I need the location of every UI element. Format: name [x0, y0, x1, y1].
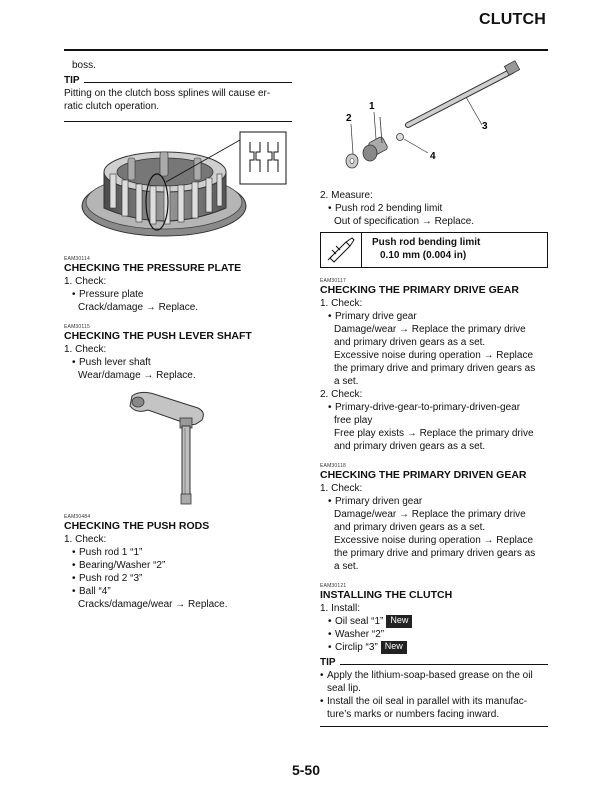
list-item: • Pressure plate: [72, 289, 144, 300]
section-code: EAM30117: [320, 278, 346, 284]
check-detail: and primary driven gears as a set.: [334, 522, 486, 533]
list-item: • Primary drive gear: [328, 311, 417, 322]
clutch-boss-figure: [64, 122, 292, 254]
callout-1: 1: [369, 101, 375, 112]
new-badge: New: [381, 641, 407, 654]
tip-header: [64, 74, 292, 87]
continuation-text: boss.: [72, 60, 96, 71]
list-item-text: Primary driven gear: [335, 496, 423, 507]
list-item: • Primary-drive-gear-to-primary-driven-gear: [328, 402, 521, 413]
check-detail: and primary driven gears as a set.: [334, 441, 486, 452]
heading-pressure-plate: CHECKING THE PRESSURE PLATE: [64, 262, 242, 274]
tip-item: • Install the oil seal in parallel with its manufac-: [320, 696, 528, 707]
spec-value: 0.10 mm (0.004 in): [380, 250, 467, 261]
list-item-text: Push rod 2 “3”: [79, 573, 143, 584]
list-item-text: Primary-drive-gear-to-primary-driven-gear: [335, 402, 521, 413]
list-item: • Circlip “3” New: [320, 641, 548, 654]
spec-title: Push rod bending limit: [372, 237, 481, 248]
tip-text-line: ratic clutch operation.: [64, 101, 160, 112]
tip-label: TIP: [64, 75, 80, 86]
list-item-text: Pressure plate: [79, 289, 144, 300]
section-code: EAM30121: [320, 583, 347, 589]
heading-push-lever: CHECKING THE PUSH LEVER SHAFT: [64, 330, 252, 342]
list-item-text: Ball “4”: [79, 586, 111, 597]
tip-text-line: Pitting on the clutch boss splines will cause er-: [64, 88, 271, 99]
list-item-text: Primary drive gear: [335, 311, 417, 322]
step-label: 1. Check:: [320, 298, 363, 309]
left-column: [64, 59, 292, 611]
measure-detail: Out of specification → Replace.: [334, 216, 475, 227]
check-detail: Damage/wear → Replace the primary drive: [334, 324, 526, 335]
header-rule: [64, 49, 548, 51]
list-item: • Push rod 2 bending limit: [328, 203, 443, 214]
step-label: 1. Check:: [64, 534, 107, 545]
list-item: • Oil seal “1” New: [320, 615, 548, 628]
check-detail: Cracks/damage/wear → Replace.: [78, 599, 228, 610]
section-code: EAM30118: [320, 463, 346, 469]
push-rods-illustration: [320, 57, 548, 189]
list-item-text: Oil seal “1”: [335, 616, 384, 627]
step-label: 1. Check:: [64, 344, 107, 355]
check-detail: and primary driven gears as a set.: [334, 337, 486, 348]
list-item-text: Washer “2”: [335, 629, 385, 640]
tip-rule: [84, 82, 292, 83]
list-item: • Primary driven gear: [328, 496, 423, 507]
tip-label: TIP: [320, 657, 336, 668]
list-item: • Push rod 2 “3”: [72, 573, 143, 584]
step-label: 1. Install:: [320, 603, 361, 614]
list-item-text: Circlip “3”: [335, 642, 378, 653]
list-item: • Push rod 1 “1”: [72, 547, 143, 558]
section-code: EAM30484: [64, 514, 91, 520]
list-item-text: Push rod 2 bending limit: [335, 203, 443, 214]
section-title: CLUTCH: [479, 11, 546, 28]
tip-item-text-cont: ture’s marks or numbers facing inward.: [327, 709, 500, 720]
tip-rule: [340, 664, 548, 665]
heading-installing-clutch: INSTALLING THE CLUTCH: [320, 589, 453, 601]
tip-item-text: Apply the lithium-soap-based grease on the oil: [327, 670, 533, 681]
check-detail: Crack/damage → Replace.: [78, 302, 199, 313]
callout-3: 3: [482, 121, 488, 132]
check-detail: the primary drive and primary driven gears as: [334, 548, 536, 559]
list-item: • Washer “2”: [328, 629, 385, 640]
right-column: [320, 59, 548, 727]
callout-2: 2: [346, 113, 352, 124]
list-item: • Bearing/Washer “2”: [72, 560, 166, 571]
push-lever-shaft-illustration: [64, 382, 292, 510]
check-detail: a set.: [334, 561, 359, 572]
check-detail: the primary drive and primary driven gears as: [334, 363, 536, 374]
check-detail: Excessive noise during operation → Replace: [334, 535, 533, 546]
page-number: 5-50: [291, 762, 321, 778]
callout-4: 4: [430, 151, 436, 162]
spec-box: [320, 232, 548, 268]
new-badge: New: [386, 615, 412, 628]
step-label: 1. Check:: [64, 276, 107, 287]
heading-primary-drive: CHECKING THE PRIMARY DRIVE GEAR: [320, 284, 519, 296]
spec-text: [362, 233, 480, 267]
tip-end-rule: [320, 726, 548, 727]
clutch-boss-illustration: [64, 122, 292, 254]
check-detail: Damage/wear → Replace the primary drive: [334, 509, 526, 520]
heading-primary-driven: CHECKING THE PRIMARY DRIVEN GEAR: [320, 469, 527, 481]
list-item: • Push lever shaft: [72, 357, 151, 368]
tip-item-text: Install the oil seal in parallel with its manufac-: [327, 696, 528, 707]
list-item: • Ball “4”: [72, 586, 111, 597]
check-detail: Free play exists → Replace the primary drive: [334, 428, 534, 439]
caliper-icon: [321, 233, 362, 267]
list-item-text: Bearing/Washer “2”: [79, 560, 166, 571]
step-label: 2. Measure:: [320, 190, 373, 201]
check-detail: Wear/damage → Replace.: [78, 370, 196, 381]
push-rods-figure: [320, 57, 548, 189]
check-detail: Excessive noise during operation → Replace: [334, 350, 533, 361]
list-item-text: Push lever shaft: [79, 357, 151, 368]
tip-header: [320, 656, 548, 669]
check-detail: a set.: [334, 376, 359, 387]
section-code: EAM30115: [64, 324, 90, 330]
list-item-text-cont: free play: [334, 415, 373, 426]
list-item-text: Push rod 1 “1”: [79, 547, 143, 558]
section-code: EAM30114: [64, 256, 90, 262]
tip-item: • Apply the lithium-soap-based grease on the oil: [320, 670, 533, 681]
step-label: 2. Check:: [320, 389, 363, 400]
tip-item-text-cont: seal lip.: [327, 683, 361, 694]
push-lever-figure: [64, 382, 292, 510]
step-label: 1. Check:: [320, 483, 363, 494]
heading-push-rods: CHECKING THE PUSH RODS: [64, 520, 210, 532]
